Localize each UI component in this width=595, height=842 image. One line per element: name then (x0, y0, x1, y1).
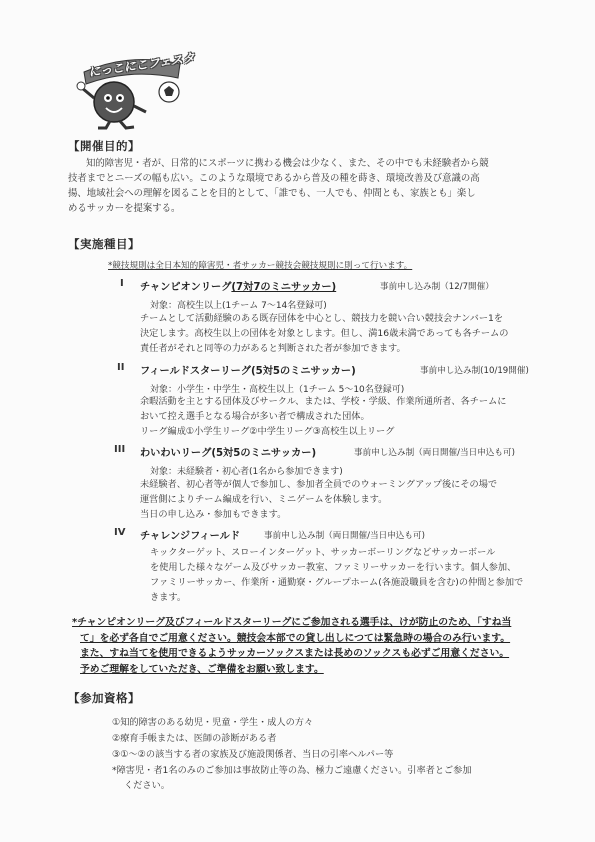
category-target: 対象：未経験者・初心者(1名から参加できます) (150, 467, 343, 477)
category-title-main: チャンピオンリーグ (140, 282, 232, 293)
category-title (140, 278, 336, 293)
category-desc: チームとして活動経験のある既存団体を中心とし、競技力を競い合い競技会ナンバー1を 決定します。高校生以上の団体を対象とします。但し、満16歳未満であっても各チームの 責任者がそれと同等の力があると判断された者が参加できます。 (140, 313, 509, 354)
notice-line: また、すね当てを使用できるようサッカーソックスまたは長めのソックスも必ずご用意ください。 (80, 648, 510, 659)
purpose-line: 知的障害児・者が、日常的にスポーツに携わる機会は少なく、また、その中でも未経験者から競 (86, 158, 489, 169)
notice-line: 予めご理解をしていただき、ご準備をお願い致します。 (80, 663, 324, 675)
category-title (140, 362, 356, 377)
category-desc: 未経験者、初心者等が個人で参加し、参加者全員でのウォーミングアップ後にその場で 運営側によりチーム編成を行い、ミニゲームを体験します。 当日の申し込み・参加もできます。 (140, 479, 498, 520)
qualification-note: *障害児・者1名のみのご参加は事故防止等の為、極力ご遠慮ください。引率者とご参加 (112, 765, 472, 776)
purpose-text (68, 156, 548, 216)
category-apply: 事前申し込み制（両日開催/当日申込も可) (264, 531, 425, 541)
festival-logo (70, 50, 196, 130)
category-target: 対象：高校生以上(1チーム 7～14名登録可) (150, 301, 327, 311)
rule-note: *競技規則は全日本知的障害児・者サッカー競技会競技規則に則って行います。 (108, 261, 413, 271)
category-apply: 事前申し込み制（12/7開催） (380, 282, 494, 292)
category-number: II (117, 362, 125, 373)
notice-line: て」を必ず各自でご用意ください。競技会本部での貸し出しにつては緊急時の場合のみ行います。 (80, 632, 511, 644)
category-title-sub: (7対7のミニサッカー) (231, 282, 337, 293)
qualification-note-cont: ください。 (124, 780, 170, 791)
qualification-heading: 【参加資格】 (68, 691, 140, 705)
category-desc: キックターゲット、スローインターゲット、サッカーボーリングなどサッカーボール を使用した様々なゲーム及びサッカー教室、ファミリーサッカーを行います。個人参加、 ファミリーサッカー、作業所・通勤寮・グループホーム(各施設職員を含む)の仲間と参加で きます。 (150, 547, 524, 603)
category-apply: 事前申し込み制(10/19開催) (420, 366, 529, 376)
purpose-line: 技者までとニーズの幅も広い。このような環境であるから普及の種を蒔き、環境改善及び意識の高 (68, 173, 480, 184)
purpose-line: 揚、地域社会への理解を図ることを目的として、「誰でも、一人でも、仲間とも、家族とも」楽し (68, 188, 476, 199)
category-title (140, 444, 316, 459)
notice-line: *チャンピオンリーグ及びフィールドスターリーグにご参加される選手は、けが防止のため、「すね当 (72, 617, 512, 628)
qualification-item: ①知的障害のある幼児・児童・学生・成人の方々 (112, 717, 314, 728)
purpose-heading: 【開催目的】 (68, 139, 140, 153)
category-desc: 余暇活動を主とする団体及びサークル、または、学校・学級、作業所通所者、各チームに おいて控え選手となる場合が多い者で構成された団体。 リーグ編成①小学生リーグ②中学生リーグ③高校生以上リーグ (140, 396, 507, 437)
category-title-sub: (5対5のミニサッカー) (250, 366, 356, 377)
logo-text: にっこにこフェスタ (87, 50, 196, 80)
qualification-item: ②療育手帳または、医師の診断がある者 (112, 733, 277, 744)
category-number: I (120, 278, 124, 289)
category-title-main: フィールドスターリーグ (140, 366, 251, 377)
category-title (140, 527, 240, 542)
category-number: III (114, 444, 126, 455)
purpose-line: めるサッカーを提案する。 (68, 203, 181, 214)
category-title-sub: (5対5のミニサッカー) (211, 448, 317, 459)
category-title-main: わいわいリーグ (140, 448, 212, 459)
events-heading: 【実施種目】 (68, 237, 140, 251)
category-target: 対象：小学生・中学生・高校生以上（1チーム 5～10名登録可) (150, 385, 405, 395)
shin-guard-notice (72, 615, 550, 677)
category-apply: 事前申し込み制（両日開催/当日申込も可) (354, 448, 515, 458)
category-number: IV (114, 527, 126, 538)
qualification-item: ③①～②の該当する者の家族及び施設関係者、当日の引率ヘルパー等 (112, 749, 394, 760)
category-title-main: チャレンジフィールド (140, 531, 241, 542)
